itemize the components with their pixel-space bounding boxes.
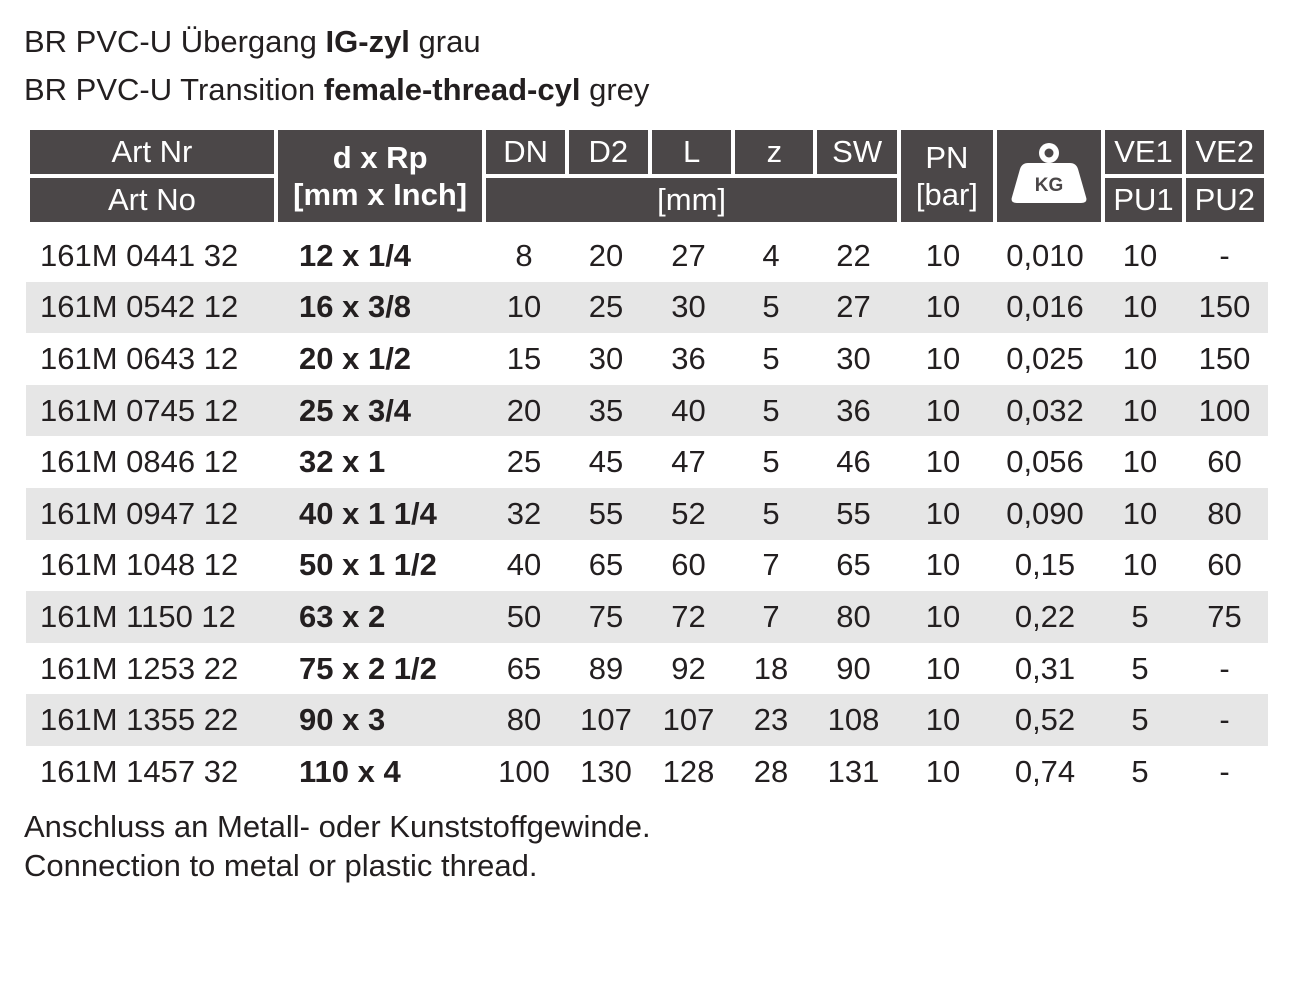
cell-art-no: 161M 0745 12	[26, 385, 275, 437]
cell-sw: 131	[827, 753, 880, 789]
cell-pn: 10	[895, 282, 991, 334]
cell-pn: 10	[925, 444, 961, 480]
cell-pn: 10	[925, 237, 961, 273]
header-ve1: VE1	[1105, 130, 1181, 174]
cell-z: 5	[762, 444, 780, 480]
cell-ve1: 10	[1122, 547, 1158, 583]
cell-z: 28	[753, 753, 789, 789]
title-german-suffix: grau	[409, 24, 481, 59]
cell-dn: 65	[506, 650, 542, 686]
header-pu2: PU2	[1186, 178, 1264, 222]
cell-weight: 0,010	[1006, 237, 1084, 273]
header-dimension-line1: d x Rp	[332, 140, 428, 175]
cell-d2: 75	[565, 591, 647, 643]
cell-dimension: 16 x 3/8	[275, 282, 483, 334]
table-row	[26, 643, 1268, 695]
cell-ve2: 80	[1181, 488, 1268, 540]
cell-ve1: 5	[1099, 694, 1181, 746]
cell-z: 5	[730, 488, 812, 540]
cell-sw: 36	[812, 385, 895, 437]
cell-sw: 22	[836, 237, 871, 273]
table-row	[26, 746, 1268, 798]
cell-pn: 10	[925, 340, 961, 376]
cell-dn: 40	[506, 547, 542, 583]
cell-l: 36	[671, 340, 706, 376]
cell-ve2: 100	[1181, 385, 1268, 437]
header-l: L	[652, 130, 731, 174]
spec-table-header	[26, 126, 1268, 226]
table-row	[26, 488, 1268, 540]
spec-table-body	[26, 230, 1268, 798]
cell-sw: 46	[836, 444, 871, 480]
cell-dimension: 50 x 1 1/2	[299, 547, 437, 583]
cell-z: 5	[730, 282, 812, 334]
cell-dimension: 12 x 1/4	[299, 237, 412, 273]
cell-sw: 80	[812, 591, 895, 643]
title-english-prefix: BR PVC-U Transition	[24, 72, 324, 107]
cell-dimension: 63 x 2	[275, 591, 483, 643]
table-rows	[26, 230, 1268, 798]
cell-z: 23	[730, 694, 812, 746]
cell-dimension: 75 x 2 1/2	[299, 650, 437, 686]
cell-l: 128	[662, 753, 715, 789]
cell-ve2: 60	[1207, 444, 1242, 480]
table-row	[26, 385, 1268, 437]
cell-dimension: 110 x 4	[299, 753, 401, 789]
cell-d2: 55	[565, 488, 647, 540]
cell-dn: 15	[506, 340, 542, 376]
cell-dn: 8	[515, 237, 533, 273]
cell-dimension: 20 x 1/2	[299, 340, 412, 376]
cell-l: 72	[647, 591, 730, 643]
header-dimension-line2: [mm x Inch]	[293, 177, 468, 212]
cell-art-no: 161M 1457 32	[40, 753, 239, 789]
cell-ve2: -	[1219, 753, 1230, 789]
cell-sw: 30	[836, 340, 871, 376]
header-dimension	[278, 130, 483, 222]
header-pu1: PU1	[1105, 178, 1181, 222]
cell-art-no: 161M 0947 12	[26, 488, 275, 540]
cell-dn: 20	[483, 385, 565, 437]
header-ve2: VE2	[1186, 130, 1264, 174]
cell-weight: 0,74	[1014, 753, 1076, 789]
cell-d2: 30	[588, 340, 624, 376]
cell-d2: 45	[588, 444, 624, 480]
cell-ve1: 10	[1122, 340, 1158, 376]
cell-l: 47	[671, 444, 706, 480]
cell-pn: 10	[895, 694, 991, 746]
cell-dn: 100	[498, 753, 550, 789]
cell-ve2: 75	[1181, 591, 1268, 643]
cell-dn: 25	[506, 444, 542, 480]
cell-ve1: 5	[1131, 753, 1149, 789]
header-art-no: Art No	[30, 178, 274, 222]
cell-l: 107	[647, 694, 730, 746]
cell-d2: 107	[565, 694, 647, 746]
note-english: Connection to metal or plastic thread.	[24, 848, 538, 883]
cell-dimension: 40 x 1 1/4	[275, 488, 483, 540]
cell-dn: 50	[483, 591, 565, 643]
cell-ve1: 10	[1099, 282, 1181, 334]
header-weight	[997, 130, 1101, 222]
title-german	[24, 24, 481, 60]
cell-ve2: 150	[1181, 282, 1268, 334]
cell-ve1: 10	[1122, 444, 1158, 480]
header-pn-line1: PN	[925, 140, 969, 175]
cell-dimension: 90 x 3	[275, 694, 483, 746]
cell-ve2: -	[1181, 694, 1268, 746]
header-dn: DN	[486, 130, 564, 174]
cell-dn: 32	[483, 488, 565, 540]
cell-dn: 80	[483, 694, 565, 746]
cell-art-no: 161M 1048 12	[40, 547, 239, 583]
cell-art-no: 161M 0643 12	[40, 340, 239, 376]
header-d2: D2	[569, 130, 648, 174]
cell-sw: 55	[812, 488, 895, 540]
table-row	[26, 282, 1268, 334]
cell-sw: 90	[836, 650, 871, 686]
cell-d2: 89	[588, 650, 624, 686]
cell-z: 5	[762, 340, 780, 376]
cell-weight: 0,032	[991, 385, 1099, 437]
cell-ve1: 10	[1099, 488, 1181, 540]
cell-weight: 0,31	[1014, 650, 1076, 686]
cell-z: 4	[762, 237, 780, 273]
cell-pn: 10	[925, 650, 961, 686]
table-row	[26, 436, 1268, 488]
title-english-suffix: grey	[580, 72, 650, 107]
cell-weight: 0,22	[991, 591, 1099, 643]
cell-ve2: -	[1219, 650, 1230, 686]
cell-ve1: 5	[1131, 650, 1149, 686]
cell-l: 27	[671, 237, 706, 273]
cell-art-no: 161M 1150 12	[26, 591, 275, 643]
cell-sw: 108	[812, 694, 895, 746]
cell-l: 40	[647, 385, 730, 437]
table-row	[26, 230, 1268, 282]
cell-sw: 27	[812, 282, 895, 334]
cell-art-no: 161M 1253 22	[40, 650, 239, 686]
title-english-bold: female-thread-cyl	[323, 72, 581, 107]
cell-art-no: 161M 0441 32	[40, 237, 239, 273]
cell-d2: 65	[588, 547, 624, 583]
cell-weight: 0,090	[991, 488, 1099, 540]
cell-ve2: -	[1219, 237, 1230, 273]
title-german-bold: IG-zyl	[325, 24, 410, 59]
cell-ve1: 5	[1099, 591, 1181, 643]
cell-z: 5	[730, 385, 812, 437]
cell-art-no: 161M 0846 12	[40, 444, 239, 480]
cell-z: 7	[762, 547, 780, 583]
header-pn	[901, 130, 993, 222]
weight-kg-icon	[1006, 139, 1092, 207]
cell-pn: 10	[895, 385, 991, 437]
cell-ve1: 10	[1099, 385, 1181, 437]
table-row	[26, 694, 1268, 746]
table-row	[26, 540, 1268, 592]
cell-dimension: 32 x 1	[299, 444, 386, 480]
cell-ve1: 10	[1122, 237, 1158, 273]
cell-d2: 35	[565, 385, 647, 437]
cell-sw: 65	[836, 547, 871, 583]
cell-dimension: 25 x 3/4	[275, 385, 483, 437]
cell-weight: 0,025	[1006, 340, 1084, 376]
cell-l: 52	[647, 488, 730, 540]
table-row	[26, 333, 1268, 385]
header-sw: SW	[817, 130, 896, 174]
title-german-prefix: BR PVC-U Übergang	[24, 24, 326, 59]
header-mm-unit: [mm]	[486, 178, 896, 222]
title-english	[24, 72, 649, 108]
cell-weight: 0,056	[1006, 444, 1084, 480]
cell-pn: 10	[895, 488, 991, 540]
cell-weight: 0,016	[991, 282, 1099, 334]
header-art-nr: Art Nr	[30, 130, 274, 174]
cell-art-no: 161M 1355 22	[26, 694, 275, 746]
cell-weight: 0,15	[1014, 547, 1076, 583]
weight-icon-label: KG	[1034, 174, 1064, 196]
cell-art-no: 161M 0542 12	[26, 282, 275, 334]
note-german: Anschluss an Metall- oder Kunststoffgewinde.	[24, 809, 651, 844]
cell-z: 7	[730, 591, 812, 643]
cell-pn: 10	[925, 547, 961, 583]
cell-z: 18	[753, 650, 789, 686]
header-z: z	[735, 130, 813, 174]
cell-d2: 130	[580, 753, 632, 789]
cell-ve2: 60	[1207, 547, 1242, 583]
header-pn-line2: [bar]	[915, 177, 978, 212]
cell-ve2: 150	[1198, 340, 1251, 376]
cell-l: 92	[671, 650, 706, 686]
cell-weight: 0,52	[991, 694, 1099, 746]
cell-d2: 25	[565, 282, 647, 334]
cell-dn: 10	[483, 282, 565, 334]
table-row	[26, 591, 1268, 643]
cell-l: 60	[671, 547, 706, 583]
cell-pn: 10	[895, 591, 991, 643]
cell-pn: 10	[925, 753, 961, 789]
cell-d2: 20	[588, 237, 624, 273]
cell-l: 30	[647, 282, 730, 334]
